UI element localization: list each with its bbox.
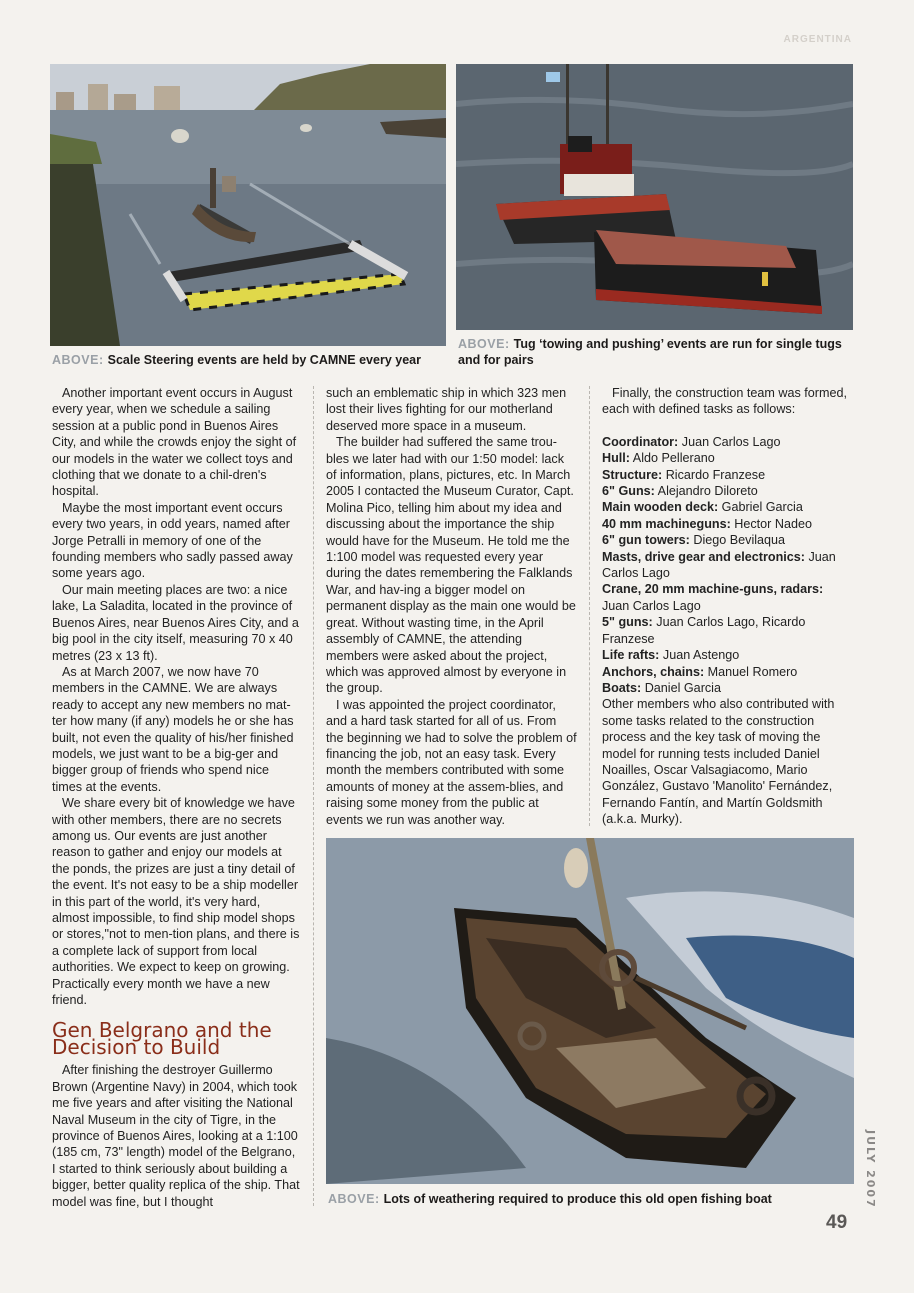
team-member — [602, 664, 852, 680]
caption-tug-towing — [458, 336, 843, 368]
article-column-3 — [602, 385, 852, 828]
scale-steering-image — [50, 64, 446, 346]
team-name: Aldo Pellerano — [632, 451, 715, 466]
team-member — [602, 450, 852, 466]
team-role: Life rafts: — [602, 648, 660, 663]
team-name: Diego Bevilaqua — [693, 533, 786, 548]
team-role: Coordinator: — [602, 434, 679, 449]
paragraph: Finally, the construction team was formed, each with defined tasks as follows: — [602, 386, 847, 417]
spacer — [602, 418, 852, 434]
team-name: Gabriel Garcia — [721, 500, 803, 515]
team-role: 6" Guns: — [602, 484, 655, 499]
team-name: Juan Carlos Lago, Ricardo Franzese — [602, 615, 806, 646]
column-divider — [313, 386, 314, 1206]
fishing-boat-image — [326, 838, 854, 1184]
article-column-1 — [52, 385, 300, 1210]
issue-date: JULY 2007 — [864, 1130, 877, 1209]
team-name: Juan Carlos Lago — [681, 434, 781, 449]
team-role: Boats: — [602, 680, 642, 695]
team-role: Main wooden deck: — [602, 500, 719, 515]
caption-tag: ABOVE: — [328, 1192, 380, 1206]
caption-text: Lots of weathering required to produce this old open fishing boat — [383, 1192, 772, 1206]
paragraph: such an emblematic ship in which 323 men lost their lives fighting for our motherland deserved more space in a museum. — [326, 386, 567, 433]
team-name: Hector Nadeo — [734, 516, 812, 531]
paragraph: Our main meeting places are two: a nice lake, La Saladita, located in the province of Buenos Aires, near Buenos Aires City, and a big pool in the city itself, measuring 70 x 40 metres (23 x 13 ft). — [52, 582, 299, 663]
caption-fishing-boat — [328, 1191, 848, 1207]
team-role: Structure: — [602, 467, 663, 482]
paragraph: As at March 2007, we now have 70 members in the CAMNE. We are always ready to accept any new members no mat-ter how many (if any) models he or she has built, not even the quality of his/her finished models, we just want to be a big-ger and bigger group of friends who spend nice times at the events. — [52, 664, 294, 794]
team-role: Anchors, chains: — [602, 664, 705, 679]
team-member — [602, 483, 852, 499]
article-column-2 — [326, 385, 577, 828]
team-list — [602, 434, 852, 697]
team-role: 6" gun towers: — [602, 533, 690, 548]
photo-fishing-boat — [326, 838, 854, 1184]
team-member — [602, 499, 852, 515]
team-member — [602, 532, 852, 548]
team-member — [602, 647, 852, 663]
team-name: Manuel Romero — [707, 664, 798, 679]
team-role: Masts, drive gear and electronics: — [602, 549, 805, 564]
paragraph: After finishing the destroyer Guillermo Brown (Argentine Navy) in 2004, which took me five years and after visiting the National Naval Museum in the city of Tigre, in the province of Buenos Aires, looking at a 1:100 (185 cm, 73" length) model of the Belgrano, I started to think seriously about building a bigger, better quality replica of the ship. That model was fine, but I thought — [52, 1063, 300, 1209]
team-role: 40 mm machineguns: — [602, 516, 731, 531]
caption-tag: ABOVE: — [52, 353, 104, 367]
team-member — [602, 614, 852, 647]
section-heading: Gen Belgrano and the Decision to Build — [52, 1018, 272, 1060]
column-divider — [589, 386, 590, 826]
team-role: 5" guns: — [602, 615, 653, 630]
page-number: 49 — [826, 1212, 848, 1233]
team-name: Alejandro Diloreto — [657, 484, 758, 499]
team-name: Juan Carlos Lago — [602, 549, 836, 581]
photo-tug-towing — [456, 64, 853, 330]
team-role: Hull: — [602, 451, 630, 466]
team-name: Daniel Garcia — [644, 680, 721, 695]
paragraph: Another important event occurs in August every year, when we schedule a sailing session at a public pond in Buenos Aires City, and while the crowds enjoy the sight of our models in the water we collect toys and clothing that we donate to a chil-dren's hospital. — [52, 386, 297, 499]
team-role: Crane, 20 mm machine-guns, radars: — [602, 582, 824, 597]
section-tag: ARGENTINA — [783, 34, 852, 45]
team-member — [602, 549, 852, 582]
paragraph: I was appointed the project coordinator, and a hard task started for all of us. From the beginning we had to solve the problem of financing the job, not an easy task. Every month the members contributed with some amounts of money at the assem-blies, and raising some money from the public at events we run was another way. — [326, 697, 577, 827]
team-member — [602, 516, 852, 532]
photo-scale-steering — [50, 64, 446, 346]
paragraph: The builder had suffered the same trou-bles we later had with our 1:50 model: lack of information, plans, pictures, etc. In March 2005 I contacted the Museum Curator, Capt. Molina Pico, telling him about my idea and discussing about the importance the ship would have for the Museum. He told me the 1:100 model was requested every year during the dates remembering the Falklands War, and hav-ing a bigger model on permanent display as the main one would be great. Without wasting time, in the April assembly of CAMNE, the attending members were asked about the project, which was approved almost by everyone in the group. — [326, 435, 576, 696]
team-member — [602, 680, 852, 696]
caption-tag: ABOVE: — [458, 337, 510, 351]
team-name: Juan Carlos Lago — [602, 598, 701, 613]
paragraph: We share every bit of knowledge we have with other members, there are no secrets among us. Our events are just another reason to gather and enjoy our models at the ponds, the prizes are just a tiny detail of the event. It's not easy to be a ship modeller in this part of the world, it's very hard, almost impossible, to find ship model shops or stores,"not to men-tion plans, and there is a complete lack of support from local authorities. We expect to keep on growing. Practically every month we have a new friend. — [52, 796, 300, 1008]
caption-text: Scale Steering events are held by CAMNE every year — [107, 353, 421, 367]
team-member — [602, 434, 852, 450]
team-member — [602, 467, 852, 483]
caption-text: Tug ‘towing and pushing’ events are run for single tugs and for pairs — [458, 337, 842, 367]
paragraph: Maybe the most important event occurs every two years, in odd years, named after Jorge Petralli in memory of one of the founding members who sadly passed away some years ago. — [52, 500, 293, 581]
caption-scale-steering — [52, 352, 452, 368]
paragraph: Other members who also contributed with some tasks related to the construction process and the key task of moving the model for running tests included Daniel Noailles, Oscar Valsagiacomo, Mario González, Gustavo 'Manolito' Fernández, Fernando Fantín, and Martín Goldsmith (a.k.a. Murky). — [602, 697, 835, 827]
tug-towing-image — [456, 64, 853, 330]
team-name: Juan Astengo — [662, 648, 740, 663]
team-member — [602, 581, 852, 614]
team-name: Ricardo Franzese — [665, 467, 766, 482]
